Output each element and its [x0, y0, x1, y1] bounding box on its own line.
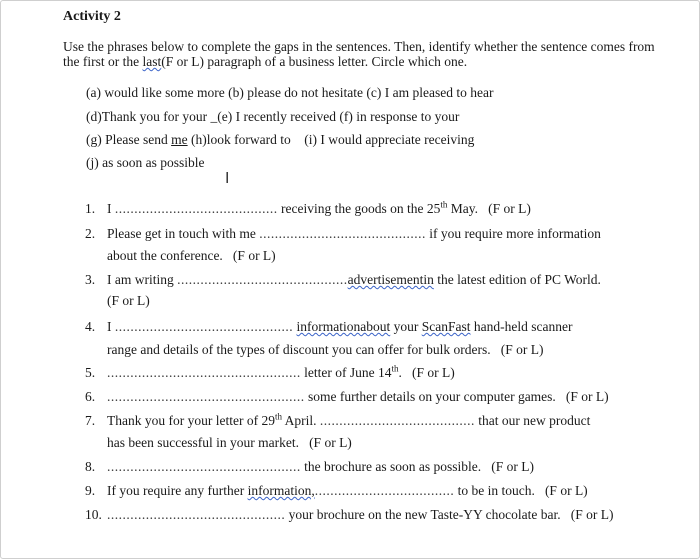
sentence-1: I .......................................... receiving the goods on the 25th May. (F or L)	[107, 199, 531, 216]
sentence-number: 9.	[85, 483, 96, 498]
instructions-part1: Use the phrases below to complete the gaps in the sentences. Then, identify whether the sentence comes from the first or the	[63, 39, 655, 69]
sentence-number: 3.	[85, 272, 96, 287]
sentence-number: 4.	[85, 319, 96, 334]
sentence-number: 1.	[85, 201, 96, 216]
phrase-line-1: (a) would like some more (b) please do not hesitate (c) I am pleased to hear	[86, 85, 494, 100]
phrase-line-4: (j) as soon as possible	[86, 155, 205, 170]
sentence-7: Thank you for your letter of 29th April. ........................................ that our new product	[107, 411, 591, 428]
instructions-last-word: last	[142, 54, 162, 69]
sentence-2: Please get in touch with me ........................................... if you require more information	[107, 226, 601, 241]
sentence-2-continued: about the conference. (F or L)	[107, 248, 276, 263]
sentence-6: ................................................... some further details on your computer games. (F or L)	[107, 389, 609, 404]
sentence-4-continued: range and details of the types of discount you can offer for bulk orders. (F or L)	[107, 342, 544, 357]
sentence-number: 7.	[85, 413, 96, 428]
text-cursor-icon: I	[225, 169, 230, 187]
sentence-3: I am writing ............................................advertisementin the latest edition of PC World.	[107, 272, 601, 287]
sentence-number: 10.	[85, 507, 102, 522]
sentence-5: .................................................. letter of June 14th. (F or L)	[107, 363, 455, 380]
sentence-number: 5.	[85, 365, 96, 380]
sentence-number: 8.	[85, 459, 96, 474]
sentence-3-continued: (F or L)	[107, 293, 150, 308]
sentence-7-continued: has been successful in your market. (F or L)	[107, 435, 352, 450]
sentence-9: If you require any further information,.................................... to be in touch. (F or L)	[107, 483, 588, 498]
instructions	[63, 39, 673, 69]
instructions-part2: (F or L) paragraph of a business letter. Circle which one.	[161, 54, 468, 69]
phrase-line-2: (d)Thank you for your _(e) I recently received (f) in response to your	[86, 109, 460, 124]
phrase-line-3: (g) Please send me (h)look forward to (i) I would appreciate receiving	[86, 132, 475, 147]
sentence-8: .................................................. the brochure as soon as possible. (F or L)	[107, 459, 534, 474]
sentence-4: I .............................................. informationabout your ScanFast hand-held scanner	[107, 319, 573, 334]
sentence-number: 2.	[85, 226, 96, 241]
sentence-10: .............................................. your brochure on the new Taste-YY chocolate bar. (F or L)	[107, 507, 614, 522]
activity-title: Activity 2	[63, 9, 121, 24]
sentence-number: 6.	[85, 389, 96, 404]
